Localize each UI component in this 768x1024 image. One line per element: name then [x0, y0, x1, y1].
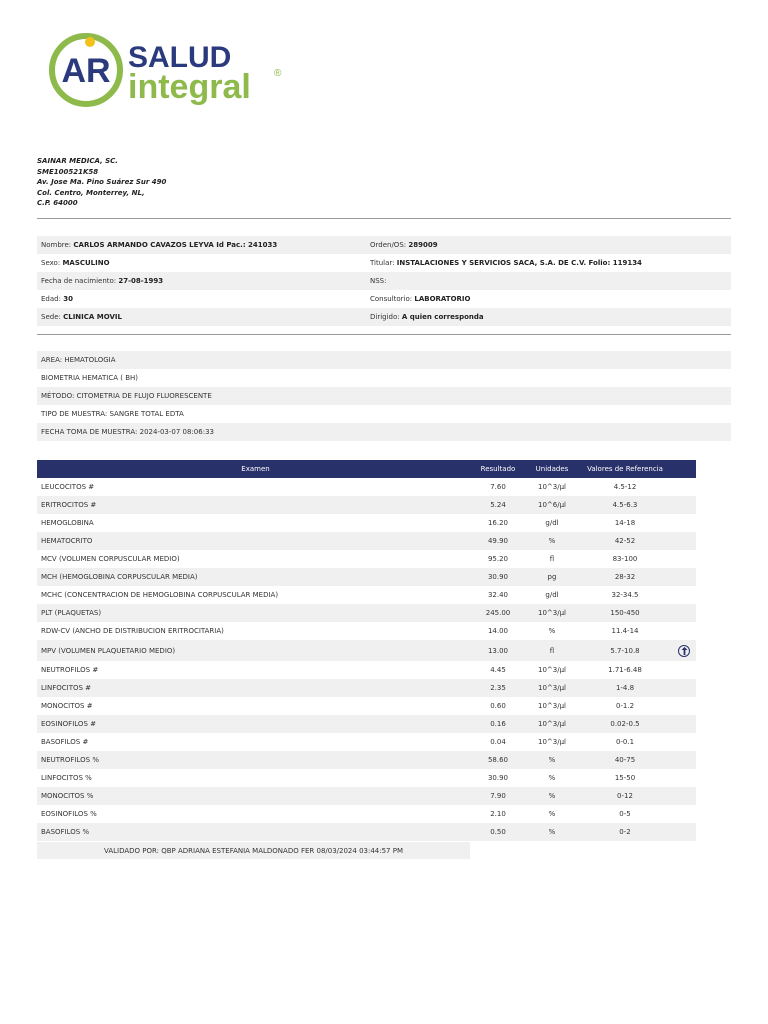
table-row	[37, 478, 696, 496]
patient-row	[37, 290, 731, 308]
sexo-label: Sexo:	[41, 259, 61, 267]
high-arrow-icon	[678, 645, 690, 657]
cell-ref: 150-450	[610, 609, 640, 617]
table-row	[37, 805, 696, 823]
cell-result: 0.60	[490, 702, 506, 710]
cell-result: 30.90	[487, 573, 509, 581]
cell-units: 10^6/µl	[538, 501, 566, 509]
cell-result: 0.50	[490, 828, 506, 836]
cell-units: fl	[549, 646, 555, 655]
table-row	[37, 622, 696, 640]
cell-ref: 1.71-6.48	[608, 666, 642, 674]
table-row	[37, 697, 696, 715]
table-row	[37, 604, 696, 622]
cell-result: 30.90	[487, 774, 509, 782]
company-name: SAINAR MEDICA, SC.	[37, 157, 118, 165]
cell-result: 16.20	[487, 519, 509, 527]
consultorio-label: Consultorio:	[370, 295, 413, 303]
cell-result: 4.45	[490, 666, 506, 674]
cell-exam: MONOCITOS %	[41, 792, 94, 800]
logo-word-integral: integral	[128, 68, 251, 106]
cell-exam: MPV (VOLUMEN PLAQUETARIO MEDIO)	[41, 646, 176, 655]
table-row	[37, 514, 696, 532]
cell-result: 95.20	[487, 555, 509, 563]
table-row	[37, 568, 696, 586]
cell-units: %	[548, 756, 556, 764]
cell-exam: LINFOCITOS #	[41, 684, 92, 692]
cell-ref: 0-0.1	[615, 738, 635, 746]
cell-exam: LINFOCITOS %	[41, 774, 92, 782]
company-info	[37, 156, 166, 209]
cell-result: 245.00	[485, 609, 511, 617]
titular-value: INSTALACIONES Y SERVICIOS SACA, S.A. DE C.V. Folio: 119134	[396, 259, 642, 267]
cell-ref: 40-75	[614, 756, 636, 764]
sede-label: Sede:	[41, 313, 61, 321]
study-info	[37, 351, 731, 441]
study-sample: TIPO DE MUESTRA: SANGRE TOTAL EDTA	[41, 410, 184, 418]
cell-units: g/dl	[545, 519, 559, 527]
cell-result: 13.00	[487, 646, 509, 655]
cell-ref: 11.4-14	[611, 627, 639, 635]
consultorio-value: LABORATORIO	[414, 295, 471, 303]
header-ref: Valores de Referencia	[587, 465, 663, 473]
cell-units: 10^3/µl	[538, 483, 566, 491]
cell-result: 58.60	[487, 756, 509, 764]
table-row	[37, 496, 696, 514]
logo-registered-mark: ®	[274, 68, 282, 79]
dirigido-value: A quien corresponda	[401, 313, 484, 321]
cell-exam: HEMATOCRITO	[41, 537, 93, 545]
logo-word-salud: SALUD	[128, 41, 232, 74]
cell-ref: 1-4.8	[615, 684, 635, 692]
cell-result: 49.90	[487, 537, 509, 545]
cell-units: pg	[547, 573, 557, 581]
table-row	[37, 733, 696, 751]
cell-result: 2.10	[490, 810, 506, 818]
company-city: Col. Centro, Monterrey, NL,	[37, 188, 145, 197]
study-name: BIOMETRIA HEMATICA ( BH)	[41, 374, 139, 382]
patient-row	[37, 236, 731, 254]
study-date: FECHA TOMA DE MUESTRA: 2024-03-07 08:06:33	[37, 423, 731, 441]
cell-result: 2.35	[490, 684, 506, 692]
cell-ref: 4.5-12	[613, 483, 637, 491]
cell-ref: 15-50	[614, 774, 636, 782]
table-row	[37, 532, 696, 550]
company-address: Av. Jose Ma. Pino Suárez Sur 490	[37, 178, 167, 186]
cell-exam: BASOFILOS #	[41, 738, 89, 746]
orden-label: Orden/OS:	[370, 241, 407, 249]
cell-exam: MCV (VOLUMEN CORPUSCULAR MEDIO)	[41, 555, 180, 563]
cell-result: 7.60	[490, 483, 506, 491]
table-row	[37, 586, 696, 604]
cell-result: 14.00	[487, 627, 509, 635]
cell-exam: PLT (PLAQUETAS)	[41, 609, 102, 617]
cell-result: 5.24	[490, 501, 506, 509]
cell-ref: 0-2	[619, 828, 631, 836]
sede-value: CLINICA MOVIL	[63, 313, 122, 321]
cell-exam: BASOFILOS %	[41, 828, 90, 836]
results-table	[37, 460, 696, 841]
cell-exam: MONOCITOS #	[41, 702, 93, 710]
cell-units: fl	[549, 555, 555, 563]
cell-exam: MCHC (CONCENTRACION DE HEMOGLOBINA CORPUSCULAR MEDIA)	[41, 591, 279, 599]
cell-exam: EOSINOFILOS #	[41, 720, 96, 728]
orden-value: 289009	[408, 241, 438, 249]
table-row	[37, 787, 696, 805]
cell-ref: 0.02-0.5	[610, 720, 640, 728]
validated-by: VALIDADO POR: QBP ADRIANA ESTEFANIA MALDONADO FER 08/03/2024 03:44:57 PM	[37, 842, 470, 859]
results-header	[37, 460, 696, 478]
cell-units: %	[548, 810, 556, 818]
cell-units: 10^3/µl	[538, 666, 566, 674]
cell-ref: 32-34.5	[611, 591, 639, 599]
table-row	[37, 679, 696, 697]
cell-ref: 42-52	[614, 537, 636, 545]
results-body	[37, 478, 696, 841]
cell-units: 10^3/µl	[538, 609, 566, 617]
header-result: Resultado	[480, 465, 516, 473]
edad-value: 30	[63, 295, 73, 303]
table-row	[37, 823, 696, 841]
cell-units: 10^3/µl	[538, 702, 566, 710]
cell-units: 10^3/µl	[538, 684, 566, 692]
divider	[37, 218, 731, 219]
dirigido-label: Dirigido:	[370, 313, 400, 321]
cell-result: 7.90	[490, 792, 506, 800]
company-rfc: SME100521K58	[37, 167, 99, 176]
cell-units: 10^3/µl	[538, 720, 566, 728]
cell-exam: EOSINOFILOS %	[41, 810, 97, 818]
nss-label: NSS:	[370, 277, 387, 285]
cell-ref: 28-32	[614, 573, 636, 581]
cell-units: %	[548, 537, 556, 545]
header-exam: Examen	[241, 465, 270, 473]
cell-ref: 0-12	[617, 792, 633, 800]
cell-exam: ERITROCITOS #	[41, 501, 97, 509]
table-row	[37, 715, 696, 733]
company-zip: C.P. 64000	[37, 199, 78, 207]
table-row	[37, 769, 696, 787]
cell-units: %	[548, 792, 556, 800]
patient-info-table	[37, 236, 731, 326]
cell-ref: 4.5-6.3	[612, 501, 638, 509]
patient-row	[37, 254, 731, 272]
cell-ref: 0-5	[619, 810, 631, 818]
table-row	[37, 550, 696, 568]
cell-units: g/dl	[545, 591, 559, 599]
logo-monogram: AR	[61, 52, 111, 90]
cell-ref: 0-1.2	[615, 702, 635, 710]
cell-exam: NEUTROFILOS #	[41, 666, 99, 674]
cell-exam: MCH (HEMOGLOBINA CORPUSCULAR MEDIA)	[41, 573, 198, 581]
patient-row	[37, 308, 731, 326]
cell-ref: 83-100	[612, 555, 638, 563]
cell-exam: NEUTROFILOS %	[41, 756, 100, 764]
nombre-value: CARLOS ARMANDO CAVAZOS LEYVA Id Pac.: 241033	[73, 241, 278, 249]
titular-label: Titular:	[370, 259, 395, 267]
sexo-value: MASCULINO	[62, 259, 110, 267]
cell-exam: LEUCOCITOS #	[41, 483, 95, 491]
study-method: MÉTODO: CITOMETRIA DE FLUJO FLUORESCENTE	[37, 387, 731, 405]
table-row	[37, 661, 696, 679]
cell-units: 10^3/µl	[538, 738, 566, 746]
divider	[37, 334, 731, 335]
cell-result: 0.04	[490, 738, 506, 746]
cell-ref: 14-18	[614, 519, 636, 527]
cell-exam: RDW-CV (ANCHO DE DISTRIBUCION ERITROCITARIA)	[41, 627, 224, 635]
header-units: Unidades	[535, 465, 569, 473]
nacimiento-value: 27-08-1993	[118, 277, 164, 285]
cell-result: 0.16	[490, 720, 506, 728]
table-row	[37, 751, 696, 769]
salud-integral-logo	[48, 32, 298, 112]
patient-row	[37, 272, 731, 290]
cell-exam: HEMOGLOBINA	[41, 519, 94, 527]
cell-ref: 5.7-10.8	[610, 646, 640, 655]
cell-units: %	[548, 828, 556, 836]
cell-units: %	[548, 627, 556, 635]
nacimiento-label: Fecha de nacimiento:	[41, 277, 117, 285]
cell-result: 32.40	[487, 591, 509, 599]
edad-label: Edad:	[41, 295, 61, 303]
table-row	[37, 640, 696, 661]
nombre-label: Nombre:	[41, 241, 72, 249]
study-area: AREA: HEMATOLOGIA	[37, 351, 731, 369]
cell-units: %	[548, 774, 556, 782]
